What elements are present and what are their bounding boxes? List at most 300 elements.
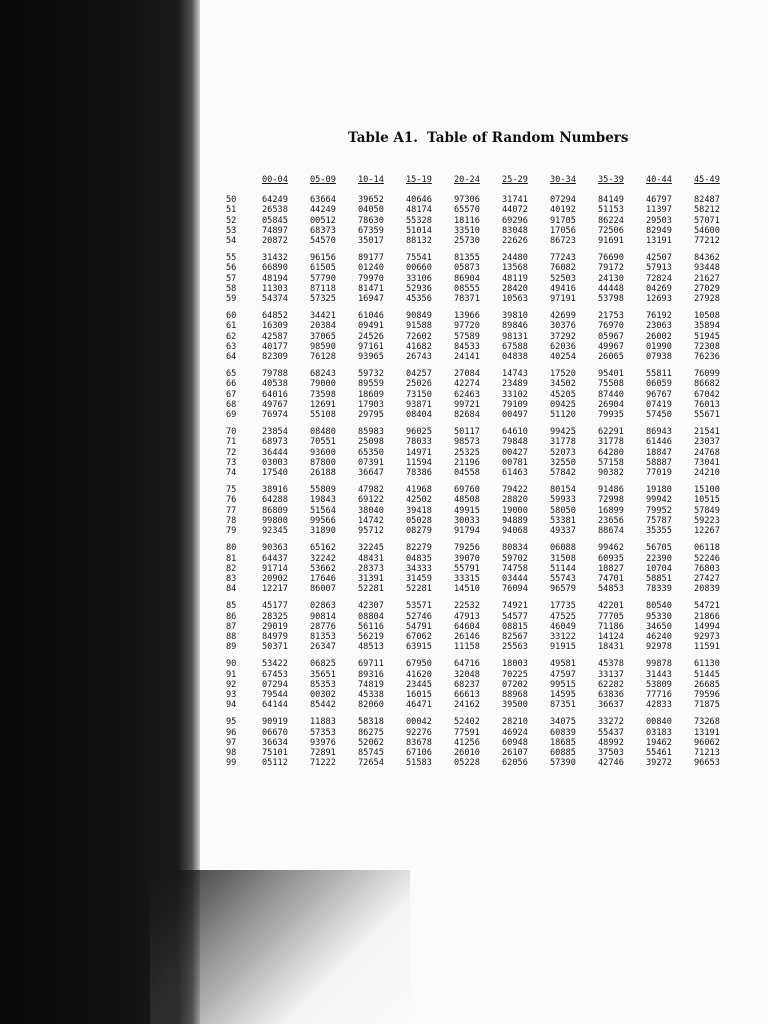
row-label: 90 bbox=[226, 659, 237, 670]
table-cell: 04838 bbox=[502, 352, 528, 363]
table-cell: 40192 bbox=[550, 205, 576, 216]
row-label: 51 bbox=[226, 205, 237, 216]
table-cell: 68373 bbox=[310, 225, 336, 236]
table-cell: 07938 bbox=[646, 352, 672, 363]
table-cell: 61046 bbox=[358, 311, 384, 322]
table-cell: 76974 bbox=[262, 410, 288, 421]
table-cell: 90814 bbox=[310, 611, 336, 622]
table-cell: 74758 bbox=[502, 563, 528, 574]
table-cell: 05845 bbox=[262, 215, 288, 226]
table-cell: 68973 bbox=[262, 437, 288, 448]
row-label: 84 bbox=[226, 584, 237, 595]
table-cell: 35651 bbox=[310, 669, 336, 680]
table-cell: 52503 bbox=[550, 273, 576, 284]
table-cell: 88968 bbox=[502, 689, 528, 700]
table-cell: 30033 bbox=[454, 515, 480, 526]
table-row bbox=[226, 485, 742, 495]
table-cell: 22532 bbox=[454, 601, 480, 612]
table-cell: 79788 bbox=[262, 369, 288, 380]
row-label: 54 bbox=[226, 236, 237, 247]
table-cell: 86904 bbox=[454, 273, 480, 284]
row-label: 82 bbox=[226, 563, 237, 574]
table-cell: 97161 bbox=[358, 341, 384, 352]
row-block bbox=[226, 601, 742, 652]
table-cell: 19000 bbox=[502, 505, 528, 516]
table-cell: 31741 bbox=[502, 195, 528, 206]
table-cell: 53571 bbox=[406, 601, 432, 612]
table-cell: 21866 bbox=[694, 611, 720, 622]
table-cell: 95401 bbox=[598, 369, 624, 380]
table-row bbox=[226, 379, 742, 389]
table-cell: 10515 bbox=[694, 495, 720, 506]
table-cell: 58851 bbox=[646, 573, 672, 584]
row-label: 85 bbox=[226, 601, 237, 612]
column-header: 45-49 bbox=[694, 175, 720, 185]
table-cell: 84979 bbox=[262, 631, 288, 642]
table-cell: 09491 bbox=[358, 321, 384, 332]
table-cell: 26743 bbox=[406, 352, 432, 363]
table-cell: 26107 bbox=[502, 747, 528, 758]
table-cell: 66890 bbox=[262, 263, 288, 274]
table-cell: 24480 bbox=[502, 253, 528, 264]
table-cell: 79935 bbox=[598, 410, 624, 421]
table-cell: 03003 bbox=[262, 457, 288, 468]
table-cell: 50371 bbox=[262, 642, 288, 653]
table-cell: 76970 bbox=[598, 321, 624, 332]
table-cell: 54577 bbox=[502, 611, 528, 622]
table-cell: 47982 bbox=[358, 485, 384, 496]
table-cell: 72308 bbox=[694, 341, 720, 352]
table-row bbox=[226, 728, 742, 738]
table-cell: 71213 bbox=[694, 747, 720, 758]
table-cell: 75101 bbox=[262, 747, 288, 758]
table-row bbox=[226, 294, 742, 304]
table-cell: 92973 bbox=[694, 631, 720, 642]
row-label: 98 bbox=[226, 747, 237, 758]
table-cell: 51445 bbox=[694, 669, 720, 680]
table-cell: 52062 bbox=[358, 737, 384, 748]
table-cell: 79109 bbox=[502, 399, 528, 410]
table-cell: 05873 bbox=[454, 263, 480, 274]
table-cell: 89559 bbox=[358, 379, 384, 390]
table-cell: 92345 bbox=[262, 526, 288, 537]
table-cell: 99878 bbox=[646, 659, 672, 670]
table-cell: 90849 bbox=[406, 311, 432, 322]
table-cell: 33102 bbox=[502, 389, 528, 400]
table-cell: 46049 bbox=[550, 621, 576, 632]
table-cell: 94068 bbox=[502, 526, 528, 537]
row-label: 92 bbox=[226, 679, 237, 690]
table-cell: 64249 bbox=[262, 195, 288, 206]
table-cell: 13966 bbox=[454, 311, 480, 322]
table-cell: 07294 bbox=[262, 679, 288, 690]
table-cell: 57390 bbox=[550, 758, 576, 769]
table-cell: 50117 bbox=[454, 427, 480, 438]
table-cell: 79952 bbox=[646, 505, 672, 516]
table-cell: 28820 bbox=[502, 495, 528, 506]
table-cell: 96579 bbox=[550, 584, 576, 595]
table-cell: 58318 bbox=[358, 717, 384, 728]
table-cell: 00302 bbox=[310, 689, 336, 700]
table-cell: 36634 bbox=[262, 737, 288, 748]
table-cell: 93600 bbox=[310, 447, 336, 458]
table-cell: 16947 bbox=[358, 294, 384, 305]
row-block bbox=[226, 427, 742, 478]
table-cell: 90919 bbox=[262, 717, 288, 728]
column-header: 30-34 bbox=[550, 175, 576, 185]
table-cell: 44448 bbox=[598, 283, 624, 294]
table-cell: 33106 bbox=[406, 273, 432, 284]
table-cell: 55811 bbox=[646, 369, 672, 380]
table-cell: 54600 bbox=[694, 225, 720, 236]
table-row bbox=[226, 205, 742, 215]
table-cell: 91794 bbox=[454, 526, 480, 537]
table-cell: 56219 bbox=[358, 631, 384, 642]
table-cell: 99462 bbox=[598, 543, 624, 554]
table-cell: 96156 bbox=[310, 253, 336, 264]
table-cell: 58887 bbox=[646, 457, 672, 468]
row-label: 69 bbox=[226, 410, 237, 421]
table-cell: 61446 bbox=[646, 437, 672, 448]
table-cell: 29019 bbox=[262, 621, 288, 632]
row-block bbox=[226, 659, 742, 710]
table-row bbox=[226, 342, 742, 352]
table-cell: 68237 bbox=[454, 679, 480, 690]
table-cell: 17520 bbox=[550, 369, 576, 380]
table-cell: 06088 bbox=[550, 543, 576, 554]
table-cell: 11158 bbox=[454, 642, 480, 653]
column-header-row bbox=[226, 175, 742, 185]
table-cell: 15100 bbox=[694, 485, 720, 496]
table-cell: 63836 bbox=[598, 689, 624, 700]
table-cell: 47913 bbox=[454, 611, 480, 622]
table-cell: 63664 bbox=[310, 195, 336, 206]
table-row bbox=[226, 717, 742, 727]
row-label: 93 bbox=[226, 689, 237, 700]
table-row bbox=[226, 516, 742, 526]
table-cell: 76082 bbox=[550, 263, 576, 274]
table-cell: 64016 bbox=[262, 389, 288, 400]
table-cell: 00781 bbox=[502, 457, 528, 468]
table-row bbox=[226, 506, 742, 516]
row-label: 87 bbox=[226, 621, 237, 632]
table-cell: 81355 bbox=[454, 253, 480, 264]
table-cell: 14994 bbox=[694, 621, 720, 632]
table-cell: 51564 bbox=[310, 505, 336, 516]
table-cell: 01990 bbox=[646, 341, 672, 352]
table-cell: 14510 bbox=[454, 584, 480, 595]
table-cell: 38916 bbox=[262, 485, 288, 496]
table-cell: 28776 bbox=[310, 621, 336, 632]
column-header: 15-19 bbox=[406, 175, 432, 185]
table-cell: 59732 bbox=[358, 369, 384, 380]
table-cell: 52281 bbox=[358, 584, 384, 595]
row-label: 77 bbox=[226, 505, 237, 516]
table-cell: 26065 bbox=[598, 352, 624, 363]
table-cell: 33272 bbox=[598, 717, 624, 728]
table-cell: 31432 bbox=[262, 253, 288, 264]
table-cell: 08480 bbox=[310, 427, 336, 438]
table-cell: 97306 bbox=[454, 195, 480, 206]
table-cell: 77212 bbox=[694, 236, 720, 247]
table-cell: 51583 bbox=[406, 758, 432, 769]
table-cell: 87440 bbox=[598, 389, 624, 400]
table-cell: 72506 bbox=[598, 225, 624, 236]
table-cell: 39500 bbox=[502, 700, 528, 711]
table-cell: 51120 bbox=[550, 410, 576, 421]
table-cell: 91588 bbox=[406, 321, 432, 332]
table-cell: 52281 bbox=[406, 584, 432, 595]
table-cell: 51014 bbox=[406, 225, 432, 236]
table-cell: 11591 bbox=[694, 642, 720, 653]
row-label: 99 bbox=[226, 758, 237, 769]
table-cell: 36637 bbox=[598, 700, 624, 711]
table-cell: 91691 bbox=[598, 236, 624, 247]
table-cell: 76094 bbox=[502, 584, 528, 595]
table-cell: 73041 bbox=[694, 457, 720, 468]
table-cell: 25730 bbox=[454, 236, 480, 247]
table-row bbox=[226, 216, 742, 226]
table-cell: 53809 bbox=[646, 679, 672, 690]
table-cell: 48513 bbox=[358, 642, 384, 653]
table-cell: 44249 bbox=[310, 205, 336, 216]
table-cell: 48992 bbox=[598, 737, 624, 748]
table-cell: 97191 bbox=[550, 294, 576, 305]
table-cell: 31508 bbox=[550, 553, 576, 564]
table-cell: 10508 bbox=[694, 311, 720, 322]
table-row bbox=[226, 226, 742, 236]
table-cell: 79544 bbox=[262, 689, 288, 700]
table-row bbox=[226, 622, 742, 632]
table-row bbox=[226, 311, 742, 321]
table-cell: 55671 bbox=[694, 410, 720, 421]
table-cell: 00427 bbox=[502, 447, 528, 458]
table-row bbox=[226, 564, 742, 574]
table-cell: 55809 bbox=[310, 485, 336, 496]
table-cell: 67950 bbox=[406, 659, 432, 670]
table-cell: 77019 bbox=[646, 468, 672, 479]
table-cell: 63915 bbox=[406, 642, 432, 653]
table-cell: 25026 bbox=[406, 379, 432, 390]
table-row bbox=[226, 748, 742, 758]
table-row bbox=[226, 274, 742, 284]
table-cell: 18116 bbox=[454, 215, 480, 226]
table-cell: 88674 bbox=[598, 526, 624, 537]
table-row bbox=[226, 632, 742, 642]
row-label: 89 bbox=[226, 642, 237, 653]
row-label: 74 bbox=[226, 468, 237, 479]
table-cell: 08404 bbox=[406, 410, 432, 421]
row-label: 71 bbox=[226, 437, 237, 448]
table-row bbox=[226, 195, 742, 205]
row-label: 75 bbox=[226, 485, 237, 496]
table-cell: 44072 bbox=[502, 205, 528, 216]
table-cell: 79256 bbox=[454, 543, 480, 554]
table-cell: 49416 bbox=[550, 283, 576, 294]
table-cell: 67588 bbox=[502, 341, 528, 352]
table-cell: 58050 bbox=[550, 505, 576, 516]
table-cell: 49915 bbox=[454, 505, 480, 516]
table-cell: 76013 bbox=[694, 399, 720, 410]
row-label: 57 bbox=[226, 273, 237, 284]
table-cell: 97720 bbox=[454, 321, 480, 332]
table-cell: 31443 bbox=[646, 669, 672, 680]
table-cell: 79172 bbox=[598, 263, 624, 274]
table-cell: 17056 bbox=[550, 225, 576, 236]
table-cell: 99515 bbox=[550, 679, 576, 690]
table-cell: 47525 bbox=[550, 611, 576, 622]
row-label: 58 bbox=[226, 283, 237, 294]
table-cell: 57790 bbox=[310, 273, 336, 284]
table-cell: 95330 bbox=[646, 611, 672, 622]
table-cell: 48119 bbox=[502, 273, 528, 284]
table-cell: 34333 bbox=[406, 563, 432, 574]
row-label: 72 bbox=[226, 447, 237, 458]
table-row bbox=[226, 554, 742, 564]
table-cell: 99425 bbox=[550, 427, 576, 438]
table-cell: 33137 bbox=[598, 669, 624, 680]
table-cell: 78339 bbox=[646, 584, 672, 595]
table-cell: 29503 bbox=[646, 215, 672, 226]
table-cell: 13568 bbox=[502, 263, 528, 274]
table-cell: 61463 bbox=[502, 468, 528, 479]
table-cell: 07202 bbox=[502, 679, 528, 690]
table-cell: 83678 bbox=[406, 737, 432, 748]
table-cell: 78033 bbox=[406, 437, 432, 448]
table-cell: 45205 bbox=[550, 389, 576, 400]
table-cell: 84362 bbox=[694, 253, 720, 264]
table-cell: 39652 bbox=[358, 195, 384, 206]
table-cell: 23656 bbox=[598, 515, 624, 526]
table-cell: 04050 bbox=[358, 205, 384, 216]
table-cell: 45177 bbox=[262, 601, 288, 612]
table-cell: 22390 bbox=[646, 553, 672, 564]
table-cell: 81353 bbox=[310, 631, 336, 642]
table-cell: 24130 bbox=[598, 273, 624, 284]
table-cell: 17903 bbox=[358, 399, 384, 410]
table-cell: 23445 bbox=[406, 679, 432, 690]
table-cell: 54791 bbox=[406, 621, 432, 632]
table-cell: 24526 bbox=[358, 331, 384, 342]
column-header: 35-39 bbox=[598, 175, 624, 185]
table-cell: 42502 bbox=[406, 495, 432, 506]
table-cell: 34650 bbox=[646, 621, 672, 632]
table-cell: 11303 bbox=[262, 283, 288, 294]
table-cell: 21196 bbox=[454, 457, 480, 468]
table-cell: 96767 bbox=[646, 389, 672, 400]
table-row bbox=[226, 332, 742, 342]
column-header: 10-14 bbox=[358, 175, 384, 185]
table-cell: 05967 bbox=[598, 331, 624, 342]
table-cell: 78386 bbox=[406, 468, 432, 479]
table-cell: 74921 bbox=[502, 601, 528, 612]
table-cell: 13191 bbox=[694, 727, 720, 738]
table-row bbox=[226, 390, 742, 400]
table-cell: 64610 bbox=[502, 427, 528, 438]
table-cell: 72602 bbox=[406, 331, 432, 342]
table-cell: 06118 bbox=[694, 543, 720, 554]
table-cell: 92276 bbox=[406, 727, 432, 738]
table-cell: 93965 bbox=[358, 352, 384, 363]
table-cell: 12267 bbox=[694, 526, 720, 537]
table-cell: 28420 bbox=[502, 283, 528, 294]
table-cell: 77243 bbox=[550, 253, 576, 264]
table-cell: 18003 bbox=[502, 659, 528, 670]
table-cell: 08804 bbox=[358, 611, 384, 622]
row-label: 79 bbox=[226, 526, 237, 537]
table-cell: 99566 bbox=[310, 515, 336, 526]
table-cell: 19843 bbox=[310, 495, 336, 506]
table-row bbox=[226, 642, 742, 652]
table-row bbox=[226, 458, 742, 468]
table-cell: 40538 bbox=[262, 379, 288, 390]
table-cell: 96062 bbox=[694, 737, 720, 748]
table-cell: 49967 bbox=[598, 341, 624, 352]
row-label: 73 bbox=[226, 457, 237, 468]
table-cell: 01240 bbox=[358, 263, 384, 274]
table-cell: 52073 bbox=[550, 447, 576, 458]
table-cell: 32048 bbox=[454, 669, 480, 680]
table-cell: 79596 bbox=[694, 689, 720, 700]
table-cell: 92978 bbox=[646, 642, 672, 653]
row-block bbox=[226, 369, 742, 420]
table-cell: 31778 bbox=[550, 437, 576, 448]
table-cell: 42274 bbox=[454, 379, 480, 390]
table-cell: 25325 bbox=[454, 447, 480, 458]
table-row bbox=[226, 601, 742, 611]
table-cell: 82487 bbox=[694, 195, 720, 206]
table-cell: 73598 bbox=[310, 389, 336, 400]
table-cell: 64716 bbox=[454, 659, 480, 670]
table-cell: 00840 bbox=[646, 717, 672, 728]
row-label: 78 bbox=[226, 515, 237, 526]
table-cell: 22626 bbox=[502, 236, 528, 247]
table-cell: 75508 bbox=[598, 379, 624, 390]
table-cell: 79848 bbox=[502, 437, 528, 448]
table-cell: 45356 bbox=[406, 294, 432, 305]
table-cell: 26002 bbox=[646, 331, 672, 342]
table-cell: 00512 bbox=[310, 215, 336, 226]
table-cell: 06825 bbox=[310, 659, 336, 670]
row-label: 52 bbox=[226, 215, 237, 226]
row-label: 53 bbox=[226, 225, 237, 236]
table-cell: 66613 bbox=[454, 689, 480, 700]
table-cell: 57450 bbox=[646, 410, 672, 421]
table-cell: 24162 bbox=[454, 700, 480, 711]
table-cell: 17540 bbox=[262, 468, 288, 479]
row-label: 95 bbox=[226, 717, 237, 728]
table-cell: 64604 bbox=[454, 621, 480, 632]
table-cell: 42201 bbox=[598, 601, 624, 612]
table-cell: 20872 bbox=[262, 236, 288, 247]
table-cell: 08279 bbox=[406, 526, 432, 537]
table-cell: 05228 bbox=[454, 758, 480, 769]
table-cell: 98590 bbox=[310, 341, 336, 352]
table-cell: 71875 bbox=[694, 700, 720, 711]
table-cell: 39810 bbox=[502, 311, 528, 322]
table-row bbox=[226, 700, 742, 710]
row-label: 62 bbox=[226, 331, 237, 342]
page-title bbox=[348, 130, 629, 146]
table-cell: 33510 bbox=[454, 225, 480, 236]
table-cell: 11594 bbox=[406, 457, 432, 468]
table-cell: 39070 bbox=[454, 553, 480, 564]
table-cell: 69711 bbox=[358, 659, 384, 670]
table-cell: 37065 bbox=[310, 331, 336, 342]
table-cell: 23037 bbox=[694, 437, 720, 448]
table-cell: 16015 bbox=[406, 689, 432, 700]
table-cell: 76099 bbox=[694, 369, 720, 380]
